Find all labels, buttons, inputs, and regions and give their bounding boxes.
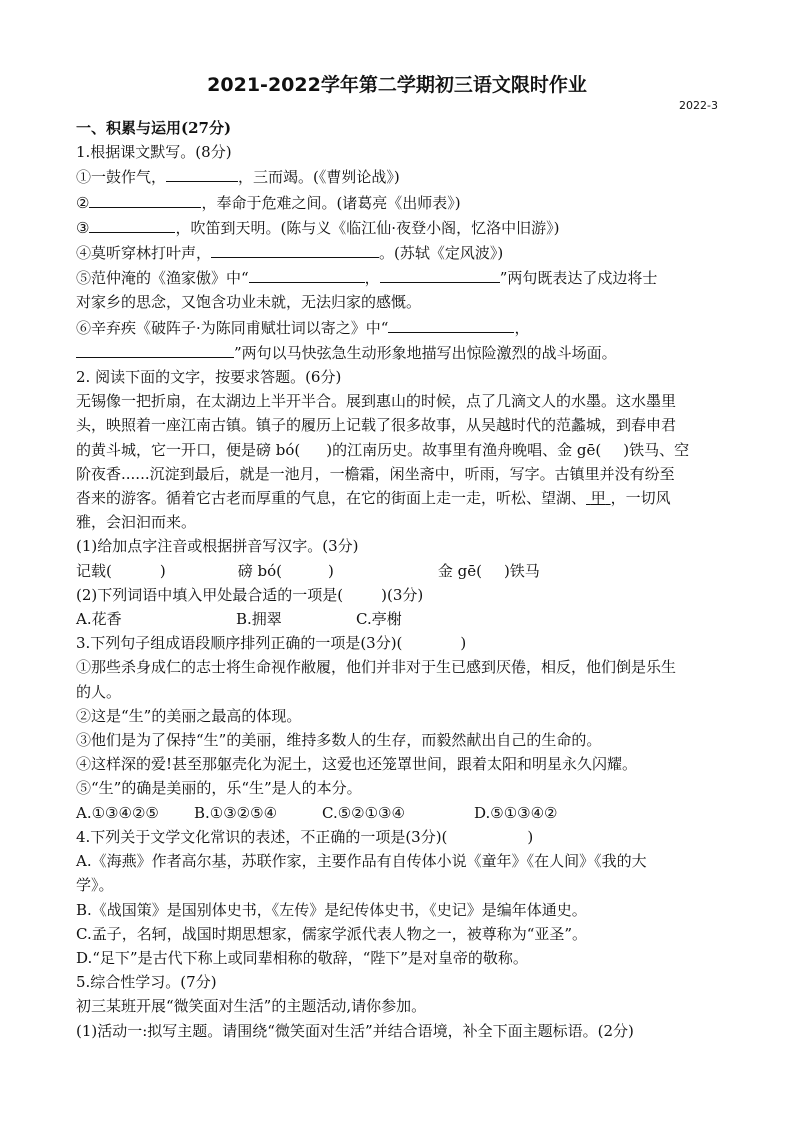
q1-line-1 <box>76 164 718 189</box>
option-c[interactable]: C.亭榭 <box>356 610 402 629</box>
q3-sentence: 的人。 <box>76 682 122 701</box>
q2-passage-text: )的江南历史。故事里有渔舟晚唱、金 gē( <box>326 440 602 459</box>
answer-blank[interactable] <box>76 340 234 358</box>
q2-options <box>76 607 718 631</box>
q2-passage-text: )铁马、空 <box>623 440 690 459</box>
blank-marker-jia <box>586 489 611 507</box>
q2-stem: 2. 阅读下面的文字，按要求答题。(6分) <box>76 368 342 387</box>
option-c[interactable]: C.⑤②①③④ <box>322 803 405 822</box>
q1-line-5-text-c: ”两句既表达了戍边将士 <box>499 269 658 288</box>
q3-stem-text: 3.下列句子组成语段顺序排列正确的一项是(3分)( <box>76 634 403 653</box>
answer-blank[interactable] <box>380 265 500 283</box>
q3-stem <box>76 631 718 655</box>
q3-sentence: ①那些杀身成仁的志士将生命视作敝履，他们并非对于生已感到厌倦，相反，他们倒是乐生 <box>76 658 677 677</box>
q2-sub1: (1)给加点字注音或根据拼音写汉字。(3分) <box>76 537 359 556</box>
q1-stem: 1.根据课文默写。(8分) <box>76 143 232 162</box>
q2-passage-line: 头，映照着一座江南古镇。镇子的履历上记载了很多故事，从吴越时代的范蠡城，到春申君 <box>76 416 677 435</box>
q1-line-4 <box>76 240 718 265</box>
q2-item-label: ) <box>327 561 334 580</box>
q5-stem: 5.综合性学习。(7分) <box>76 973 217 992</box>
q1-line-1-text-a: ①一鼓作气， <box>76 168 167 187</box>
answer-blank[interactable] <box>388 315 514 333</box>
option-b[interactable]: B.拥翠 <box>236 610 282 629</box>
q4-option-d[interactable]: D.“足下”是古代下称上或同辈相称的敬辞，“陛下”是对皇帝的敬称。 <box>76 948 528 967</box>
q4-stem-text: 4.下列关于文学文化常识的表述，不正确的一项是(3分)( <box>76 827 448 846</box>
q5-activity-1: (1)活动一:拟写主题。请围绕“微笑面对生活”并结合语境，补全下面主题标语。(2分) <box>76 1021 634 1040</box>
q1-line-6-cont <box>76 340 718 365</box>
q1-line-4-text-a: ④莫听穿林打叶声， <box>76 244 212 263</box>
date-label: 2022-3 <box>679 99 718 112</box>
q2-item-label: 金 gē( <box>437 561 482 580</box>
q2-passage-text: 沓来的游客。循着它古老而厚重的气息，在它的街面上走一走，听松、望湖、 <box>76 489 587 508</box>
q2-passage-line: 阶夜香......沉淀到最后，就是一池月，一檐霜，闲坐斋中，听雨，写字。古镇里并没有纷至 <box>76 464 675 483</box>
answer-blank[interactable] <box>89 215 175 233</box>
option-d[interactable]: D.⑤①③④② <box>474 803 558 822</box>
q2-sub2-text: )(3分) <box>381 585 424 604</box>
q1-line-3-text-a: ③ <box>76 218 90 237</box>
answer-blank[interactable] <box>211 240 379 258</box>
q2-passage-line <box>76 486 718 510</box>
answer-blank[interactable] <box>89 190 201 208</box>
q1-line-6-text-b: ， <box>514 318 530 337</box>
q1-line-4-text-b: 。(苏轼《定风波》) <box>379 244 504 263</box>
q1-line-1-text-b: ，三而竭。(《曹刿论战》) <box>238 168 400 187</box>
q3-stem-text: ) <box>460 634 467 653</box>
q1-line-5-text-a: ⑤范仲淹的《渔家傲》中“ <box>76 269 249 288</box>
q3-sentence: ②这是“生”的美丽之最高的体现。 <box>76 706 302 725</box>
q2-item-label: 记载( <box>76 561 112 580</box>
answer-blank[interactable] <box>166 164 238 182</box>
q2-item-label: )铁马 <box>503 561 540 580</box>
q1-line-3 <box>76 215 718 240</box>
q1-line-5-cont: 对家乡的思念，又饱含功业未就，无法归家的感慨。 <box>76 293 422 312</box>
q1-line-5 <box>76 265 718 290</box>
q3-sentence: ③他们是为了保持“生”的美丽，维持多数人的生存，而毅然献出自己的生命的。 <box>76 731 602 750</box>
q1-line-3-text-b: ，吹笛到天明。(陈与义《临江仙·夜登小阁，忆洛中旧游》) <box>175 218 560 237</box>
q2-passage-text: 的黄斗城，它一开口，便是磅 bó( <box>76 440 301 459</box>
worksheet-page <box>76 70 718 1043</box>
q4-option-b[interactable]: B.《战国策》是国别体史书，《左传》是纪传体史书，《史记》是编年体通史。 <box>76 900 587 919</box>
q2-sub1-items <box>76 559 718 583</box>
q1-line-6-text-a: ⑥辛弃疾《破阵子·为陈同甫赋壮词以寄之》中“ <box>76 318 389 337</box>
q2-sub2-text: (2)下列词语中填入甲处最合适的一项是( <box>76 585 344 604</box>
q3-sentence: ⑤“生”的确是美丽的，乐“生”是人的本分。 <box>76 779 362 798</box>
circled-number: ② <box>76 193 90 212</box>
option-b[interactable]: B.①③②⑤④ <box>194 803 278 822</box>
option-a[interactable]: A.①③④②⑤ <box>76 803 159 822</box>
q2-passage-line: 无锡像一把折扇，在太湖边上半开半合。展到惠山的时候，点了几滴文人的水墨。这水墨里 <box>76 392 677 411</box>
page-title: 2021-2022学年第二学期初三语文限时作业 <box>207 74 587 96</box>
answer-blank[interactable] <box>249 265 365 283</box>
q4-option-a-cont: 学》。 <box>76 876 114 895</box>
q2-item-label: 磅 bó( <box>237 561 282 580</box>
q2-passage-line: 雅，会汩汩而来。 <box>76 513 197 532</box>
q3-sentence: ④这样深的爱!甚至那躯壳化为泥土，这爱也还笼罩世间，跟着太阳和明星永久闪耀。 <box>76 755 638 774</box>
q2-item-label: ) <box>159 561 166 580</box>
q1-line-6-text-c: ”两句以马快弦急生动形象地描写出惊险激烈的战斗场面。 <box>234 343 617 362</box>
blank-marker-label: 甲 <box>590 489 606 508</box>
q1-line-2-text-b: ，奉命于危难之间。(诸葛亮《出师表》) <box>201 193 461 212</box>
q1-line-2 <box>76 190 718 215</box>
q4-option-a[interactable]: A.《海燕》作者高尔基，苏联作家，主要作品有自传体小说《童年》《在人间》《我的大 <box>76 852 647 871</box>
q1-line-6 <box>76 315 718 340</box>
q2-passage-line <box>76 438 718 462</box>
q2-passage-text: ，一切风 <box>610 489 671 508</box>
q2-sub2 <box>76 583 718 607</box>
q5-intro: 初三某班开展“微笑面对生活”的主题活动,请你参加。 <box>76 997 427 1016</box>
q3-options <box>76 801 718 825</box>
q1-line-5-text-b: ， <box>364 269 380 288</box>
q4-option-c[interactable]: C.孟子，名轲，战国时期思想家，儒家学派代表人物之一，被尊称为“亚圣”。 <box>76 924 588 943</box>
option-a[interactable]: A.花香 <box>76 610 122 629</box>
section-heading: 一、积累与运用(27分) <box>76 119 232 137</box>
q4-stem <box>76 825 718 849</box>
q4-stem-text: ) <box>527 827 534 846</box>
